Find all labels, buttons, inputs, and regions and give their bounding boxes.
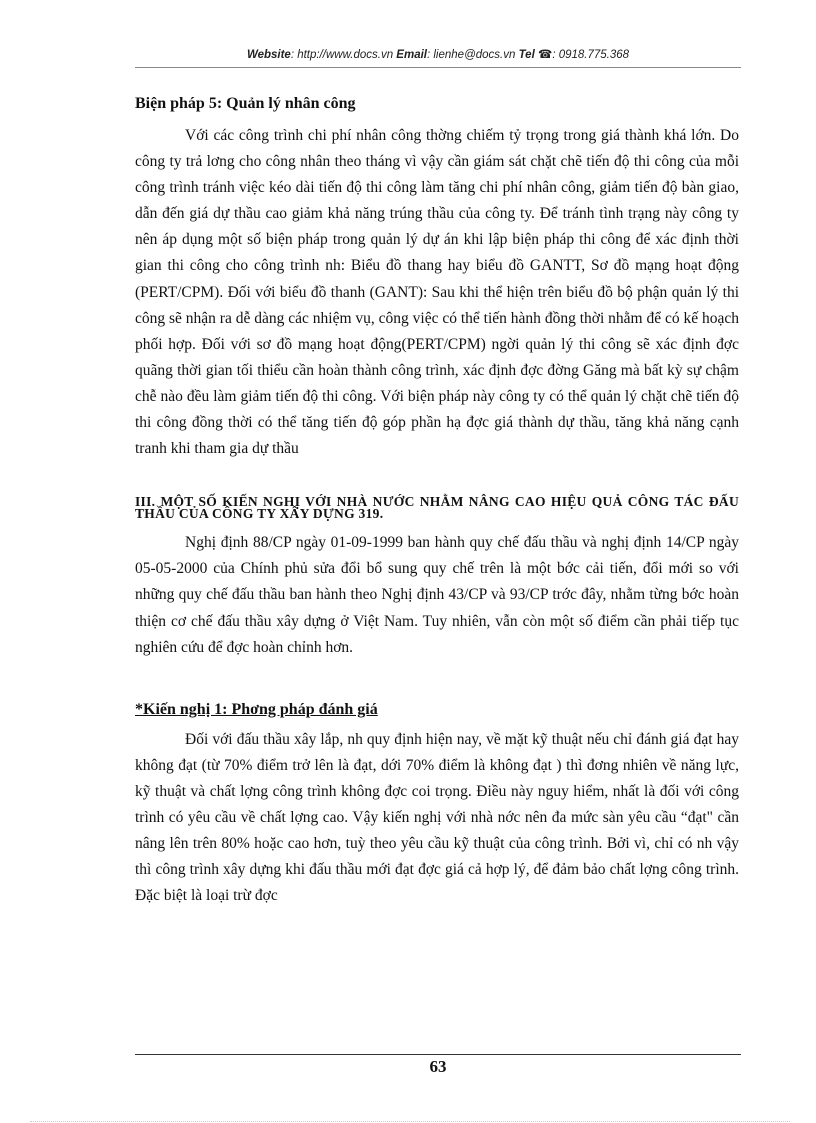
measure-5-paragraph: Với các công trình chi phí nhân công thờng chiếm tỷ trọng trong giá thành khá lớn. Do công ty trả lơng cho công nhân theo tháng vì vậy cần giám sát chặt chẽ tiến độ thi công của mỗi công trình tránh việc kéo dài tiến độ thi công làm tăng chi phí nhân công, giảm tiến độ bàn giao, dẫn đến giá dự thầu cao giảm khả năng trúng thầu của công ty. Để tránh tình trạng này công ty nên áp dụng một số biện pháp trong quản lý dự án khi lập biện pháp thi công để xác định thời gian thi công cho công trình nh: Biểu đồ thang hay biểu đồ GANTT, Sơ đồ mạng hoạt động (PERT/CPM). Đối với biểu đồ thanh (GANT): Sau khi thể hiện trên biểu đồ bộ phận quản lý thi công sẽ nhận ra dễ dàng các nhiệm vụ, công việc có thể tiến hành đồng thời nhằm để có kế hoạch phối hợp. Đối với sơ đồ mạng hoạt động(PERT/CPM) ngời quản lý thi công sẽ xác định đợc quãng thời gian tối thiểu cần hoàn thành công trình, xác định đợc đờng Găng mà bất kỳ sự chậm chễ nào đều làm giảm tiến độ thi công. Với biện pháp này công ty có thể quản lý chặt chẽ tiến độ thi công đồng thời có thể tăng tiến độ góp phần hạ đợc giá thành dự thầu, tăng khả năng cạnh tranh khi tham gia dự thầu bbox=[135, 127, 739, 458]
section-3-heading: III. MỘT SỐ KIẾN NGHỊ VỚI NHÀ NƯỚC NHẰM NÂNG CAO HIỆU QUẢ CÔNG TÁC ĐẤU THẦU CỦA CÔNG TY XÂY DỰNG 319. bbox=[135, 494, 739, 522]
measure-5-heading: Biện pháp 5: Quản lý nhân công bbox=[135, 95, 356, 112]
tel-label: Tel bbox=[518, 49, 535, 61]
page-body bbox=[135, 95, 739, 909]
website-value: : http://www.docs.vn bbox=[290, 49, 394, 61]
proposal-1-heading: *Kiến nghị 1: Phơng pháp đánh giá bbox=[135, 700, 378, 718]
email-value: : lienhe@docs.vn bbox=[426, 49, 516, 61]
email-label: Email bbox=[396, 49, 427, 61]
header-divider bbox=[135, 67, 741, 68]
tel-value: : 0918.775.368 bbox=[552, 49, 630, 61]
page-header bbox=[135, 47, 741, 61]
section-3-paragraph: Nghị định 88/CP ngày 01-09-1999 ban hành quy chế đấu thầu và nghị định 14/CP ngày 05-05-2000 của Chính phủ sửa đổi bổ sung quy chế trên là một bớc cải tiến, đổi mới so với những quy chế đấu thầu ban hành theo Nghị định 43/CP và 93/CP trớc đây, nhằm từng bớc hoàn thiện cơ chế đấu thầu xây dựng ở Việt Nam. Tuy nhiên, vẫn còn một số điểm cần phải tiếp tục nghiên cứu để đợc hoàn chỉnh hơn. bbox=[135, 534, 739, 656]
page-bottom-border bbox=[30, 1121, 790, 1122]
footer-divider bbox=[135, 1054, 741, 1055]
page-number: 63 bbox=[429, 1057, 447, 1076]
website-label: Website bbox=[246, 49, 291, 61]
phone-icon: ☎ bbox=[537, 49, 553, 61]
proposal-1-paragraph: Đối với đấu thầu xây lắp, nh quy định hiện nay, về mặt kỹ thuật nếu chỉ đánh giá đạt hay không đạt (từ 70% điểm trở lên là đạt, dới 70% điểm là không đạt ) thì đơng nhiên về năng lực, kỹ thuật và chất lợng công trình không đợc coi trọng. Điều này nguy hiểm, nhất là đối với công trình có yêu cầu về chất lợng cao. Vậy kiến nghị với nhà nớc nên đa mức sàn yêu cầu “đạt" cần nâng lên trên 80% hoặc cao hơn, tuỳ theo yêu cầu kỹ thuật của công trình. Bởi vì, chỉ có nh vậy thì công trình xây dựng khi đấu thầu mới đạt đợc giá cả hợp lý, để đảm bảo chất lợng công trình. Đặc biệt là loại trừ đợc bbox=[135, 730, 739, 905]
